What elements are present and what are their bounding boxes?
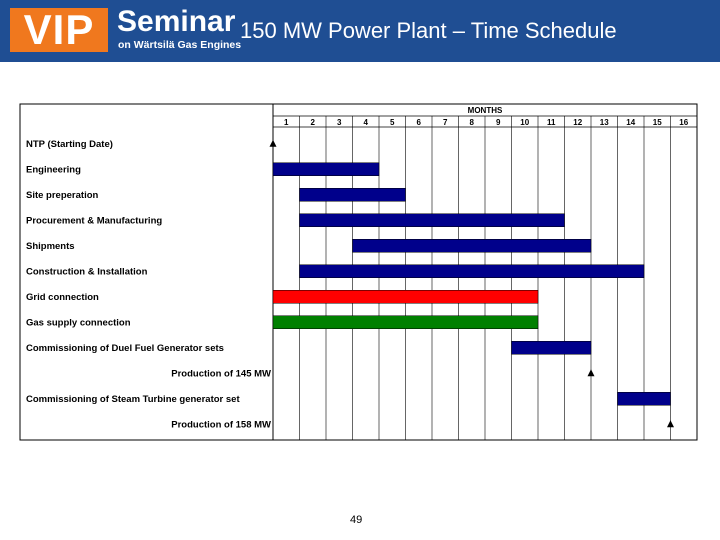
page-number: 49 [350,514,363,526]
vip-logo: VIP [10,8,108,52]
task-label: Grid connection [26,291,99,303]
axis-title: MONTHS [467,106,503,115]
month-tick-label: 14 [626,118,636,127]
month-tick-label: 13 [599,118,609,127]
task-label: Construction & Installation [26,266,148,278]
task-bar [273,163,379,176]
task-bar [512,341,592,354]
month-tick-label: 4 [363,118,368,127]
task-bar [300,265,645,278]
task-bar [273,290,538,303]
month-tick-label: 3 [337,118,342,127]
task-label: Procurement & Manufacturing [26,215,163,227]
milestone-marker [588,369,595,376]
milestone-marker [667,420,674,427]
seminar-logo-text: Seminar [117,5,236,38]
task-label: Site preperation [26,189,99,201]
task-label: Production of 145 MW [171,368,271,380]
task-label: Engineering [26,164,81,176]
task-label: Gas supply connection [26,317,131,329]
month-tick-label: 15 [652,118,662,127]
task-bar [300,214,565,227]
slide-title: 150 MW Power Plant – Time Schedule [240,18,617,43]
task-bar [353,239,592,252]
task-label: Production of 158 MW [171,419,271,431]
month-tick-label: 1 [284,118,289,127]
month-tick-label: 12 [573,118,583,127]
task-bar [300,188,406,201]
task-label: Shipments [26,240,75,252]
milestone-marker [270,140,277,147]
task-bar [273,316,538,329]
month-tick-label: 5 [390,118,395,127]
month-tick-label: 2 [310,118,315,127]
task-label: NTP (Starting Date) [26,138,113,150]
month-tick-label: 6 [416,118,421,127]
month-tick-label: 7 [443,118,448,127]
task-label: Commissioning of Steam Turbine generator set [26,393,240,405]
task-label: Commissioning of Duel Fuel Generator sets [26,342,224,354]
month-tick-label: 16 [679,118,689,127]
month-tick-label: 9 [496,118,501,127]
seminar-logo-subtitle: on Wärtsilä Gas Engines [118,39,242,51]
month-tick-label: 8 [469,118,474,127]
task-bar [618,392,671,405]
month-tick-label: 10 [520,118,530,127]
month-tick-label: 11 [547,118,556,127]
